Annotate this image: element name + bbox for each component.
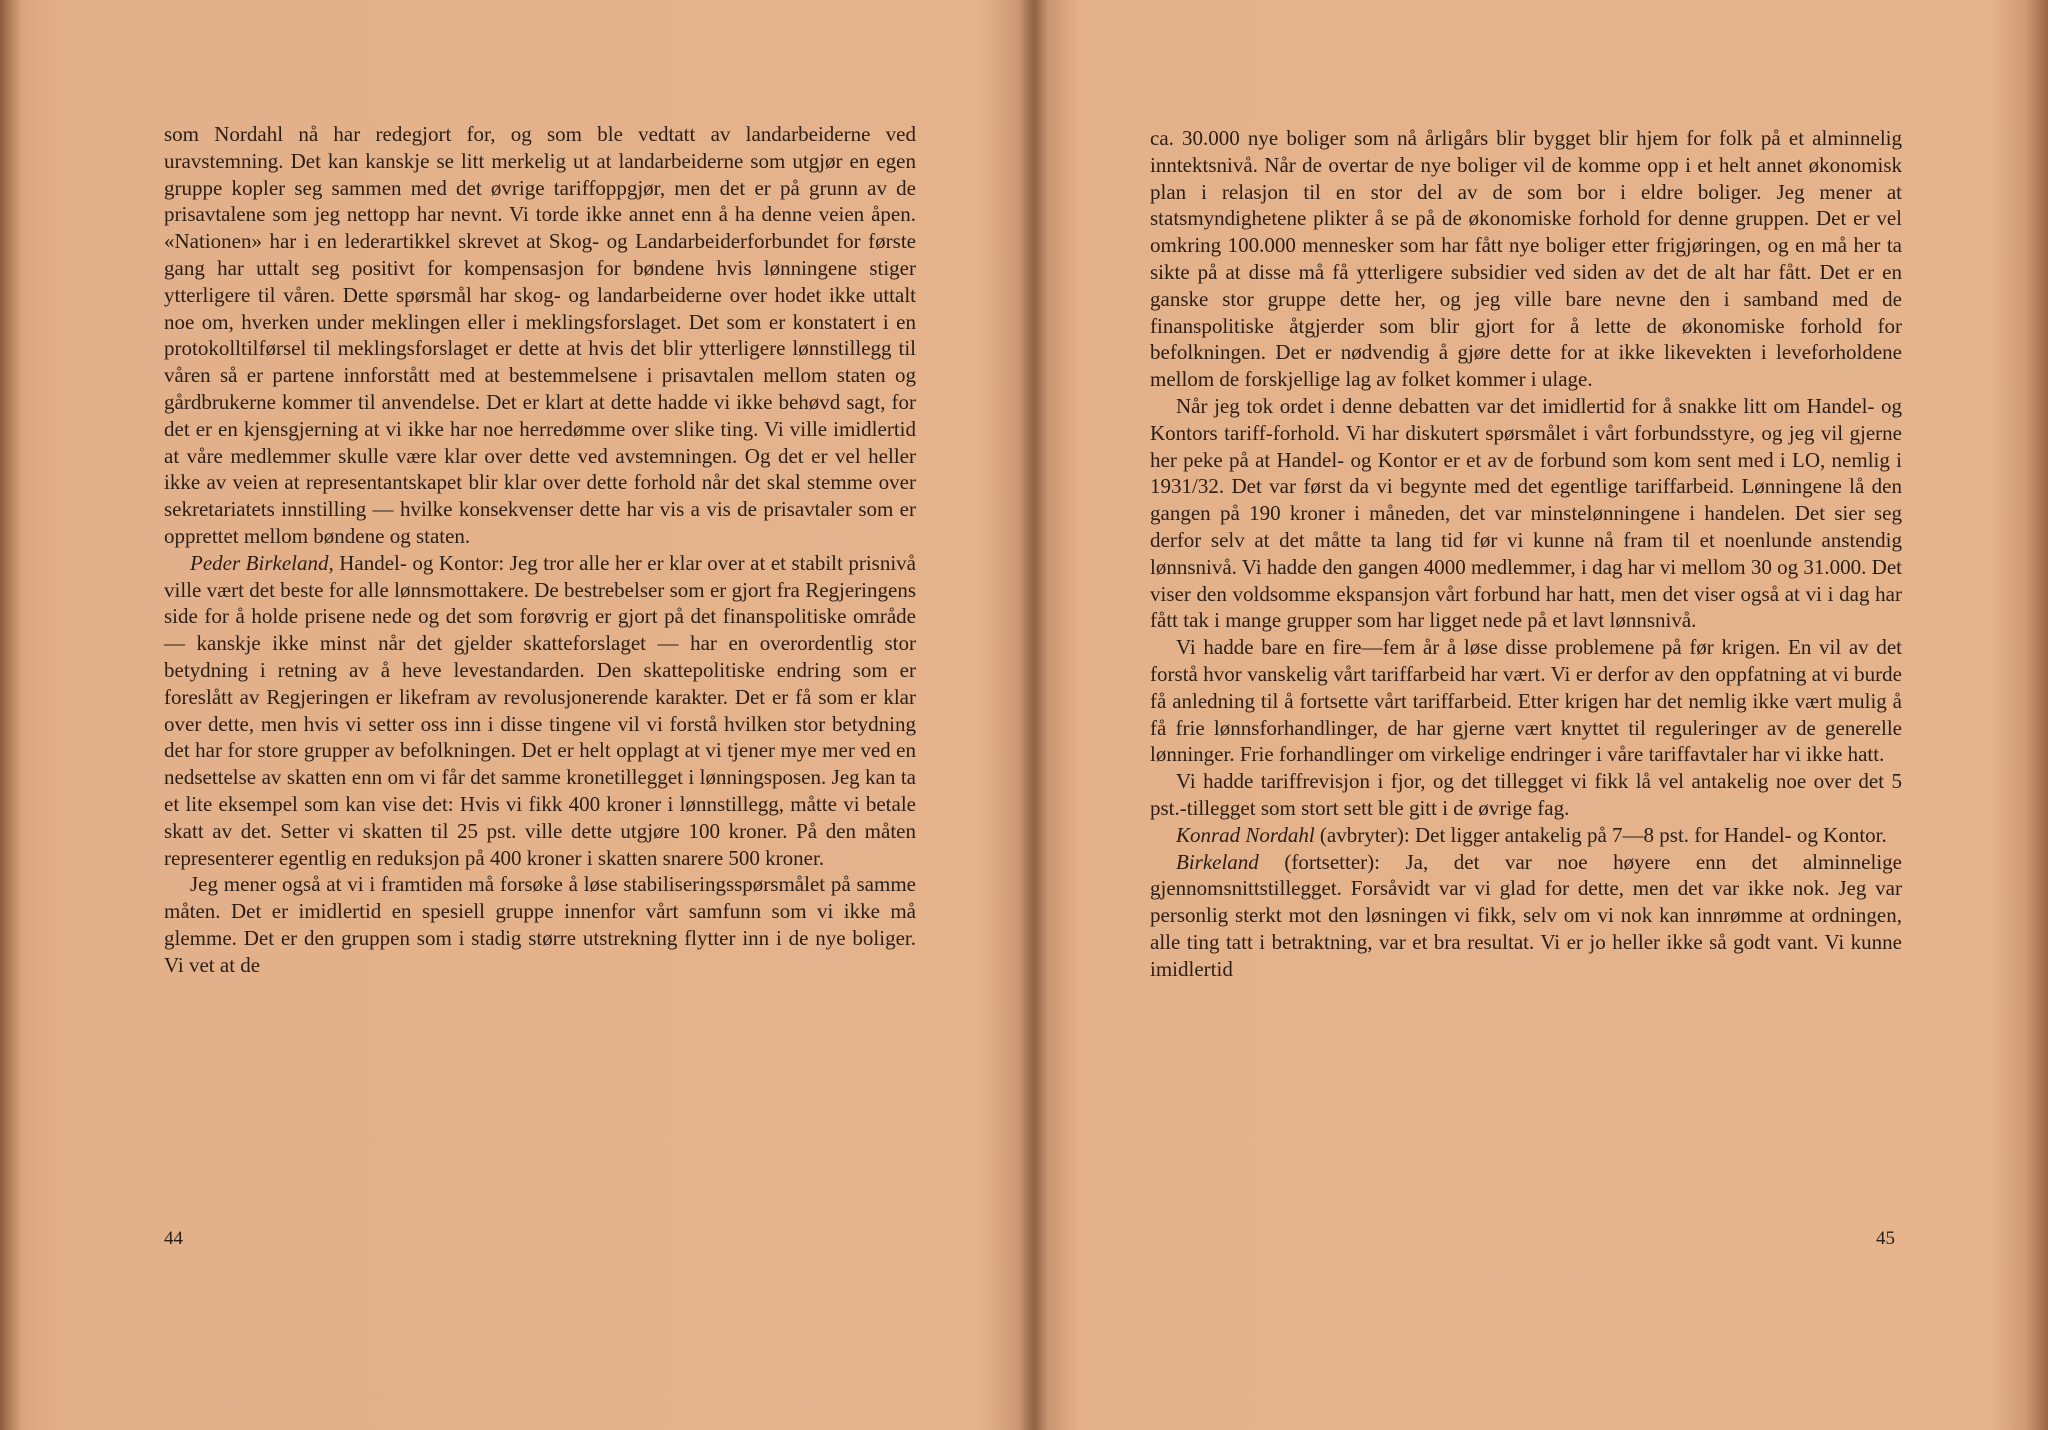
speech-text: Handel- og Kontor: Jeg tror alle her er klar over at et stabilt prisnivå ville vært det beste for alle lønnsmottakere. De bestrebelser som er gjort fra Regjeringens side for å holde prisene nede og det som forøvrig er gjort på det finanspolitiske område — kanskje ikke minst når det gjelder skatteforslaget — har en overordentlig stor betydning i retning av å heve levestandarden. Den skattepolitiske endring som er foreslått av Regjeringen er likefram av revolusjonerende karakter. Det er få som er klar over dette, men hvis vi setter oss inn i disse tingene vil vi forstå hvilken stor betydning det har for store grupper av befolkningen. Det er helt opplagt at vi tjener mye mer ved en nedsettelse av skatten enn om vi får det samme kronetillegget i lønningsposen. Jeg kan ta et lite eksempel som kan vise det: Hvis vi fikk 400 kroner i lønnstillegg, måtte vi betale skatt av det. Setter vi skatten til 25 pst. ville dette utgjøre 100 kroner. På den måten representerer egentlig en reduksjon på 400 kroner i skatten snarere 500 kroner. <box>164 550 917 870</box>
paragraph: Vi hadde bare en fire—fem år å løse disse problemene på før krigen. En vil av det forstå hvor vanskelig vårt tariffarbeid har vært. Vi er derfor av den oppfatning at vi burde få anledning til å fortsette vårt tariffarbeid. Etter krigen har det nemlig ikke vært mulig å få frie lønnsforhandlinger, de har gjerne vært knyttet til reguleringer av de generelle lønninger. Frie forhandlinger om virkelige endringer i våre tariffavtaler har vi ikke hatt. <box>1150 635 1902 767</box>
speech-text: (avbryter): Det ligger antakelig på 7—8 pst. for Handel- og Kontor. <box>1314 822 1887 847</box>
page-number: 44 <box>164 1228 183 1249</box>
right-page-text <box>1150 125 1902 983</box>
paragraph: Vi hadde tariffrevisjon i fjor, og det tillegget vi fikk lå vel antakelig noe over det 5 pst.-tillegget som stort sett ble gitt i de øvrige fag. <box>1150 769 1902 820</box>
speaker-name: Konrad Nordahl <box>1176 822 1315 847</box>
left-page-text <box>164 121 916 979</box>
paragraph-birkeland <box>164 550 916 872</box>
paragraph-reply <box>1150 849 1902 983</box>
speaker-name: Peder Birkeland, <box>190 550 334 575</box>
paragraph: Når jeg tok ordet i denne debatten var det imidlertid for å snakke litt om Handel- og Kontors tariff-forhold. Vi har diskutert spørsmålet i vårt forbundsstyre, og jeg vil gjerne her peke på at Handel- og Kontor er et av de forbund som kom sent med i LO, nemlig i 1931/32. Det var først da vi begynte med det egentlige tariffarbeid. Lønningene lå den gangen på 190 kroner i måneden, det var minstelønningene i handelen. Det sier seg derfor selv at det måtte ta lang tid før vi kunne nå fram til et noenlunde anstendig lønnsnivå. Vi hadde den gangen 4000 medlemmer, i dag har vi mellom 30 og 31.000. Det viser den voldsomme ekspansjon vårt forbund har hatt, men det viser også at vi i dag har fått tak i mange grupper som har ligget nede på et lavt lønnsnivå. <box>1150 393 1902 633</box>
speaker-name: Birkeland <box>1176 849 1259 874</box>
right-page <box>1032 0 2048 1430</box>
speech-text: (fortsetter): Ja, det var noe høyere enn det alminnelige gjennomsnittstillegget. Forsåvidt var vi glad for dette, men det var ikke nok. Jeg var personlig sterkt mot den løsningen vi fikk, selv om vi nok kan innrømme at ordningen, alle ting tatt i betraktning, var et bra resultat. Vi er jo heller ikke så godt vant. Vi kunne imidlertid <box>1150 849 1902 981</box>
paragraph: som Nordahl nå har redegjort for, og som ble vedtatt av landarbeiderne ved uravstemning. Det kan kanskje se litt merkelig ut at landarbeiderne som utgjør en egen gruppe kopler seg sammen med det øvrige tariffoppgjør, men det er på grunn av de prisavtalene som jeg nettopp har nevnt. Vi torde ikke annet enn å ha denne veien åpen. «Nationen» har i en lederartikkel skrevet at Skog- og Landarbeiderforbundet for første gang har uttalt seg positivt for kompensasjon for bøndene hvis lønningene stiger ytterligere til våren. Dette spørsmål har skog- og landarbeiderne over hodet ikke uttalt noe om, hverken under meklingen eller i meklingsforslaget. Det som er konstatert i en protokolltilførsel til meklingsforslaget er dette at hvis det blir ytterligere lønnstillegg til våren så er partene innforstått med at bestemmelsene i prisavtalen mellom staten og gårdbrukerne kommer til anvendelse. Det er klart at dette hadde vi ikke behøvd sagt, for det er en kjensgjerning at vi ikke har noe herredømme over slike ting. Vi ville imidlertid at våre medlemmer skulle være klar over dette ved avstemningen. Og det er vel heller ikke av veien at representantskapet blir klar over dette forhold når det skal stemme over sekretariatets innstilling — hvilke konsekvenser dette har vis a vis de prisavtaler som er opprettet mellom bøndene og staten. <box>164 122 916 548</box>
page-number: 45 <box>1876 1228 1895 1249</box>
paragraph: ca. 30.000 nye boliger som nå årligårs blir bygget blir hjem for folk på et alminnelig inntektsnivå. Når de overtar de nye boliger vil de komme opp i et helt annet økonomisk plan i relasjon til en stor del av de som bor i eldre boliger. Jeg mener at statsmyndighetene plikter å se på de økonomiske forhold for denne gruppen. Det er vel omkring 100.000 mennesker som har fått nye boliger etter frigjøringen, og en må her ta sikte på at disse må få ytterligere subsidier ved siden av det de alt har fått. Det er en ganske stor gruppe dette her, og jeg ville bare nevne den i samband med de finanspolitiske åtgjerder som blir gjort for å lette de økonomiske forhold for befolkningen. Det er nødvendig å gjøre dette for at ikke likevekten i leveforholdene mellom de forskjellige lag av folket kommer i ulage. <box>1150 126 1902 392</box>
paragraph: Jeg mener også at vi i framtiden må forsøke å løse stabiliseringsspørsmålet på samme måten. Det er imidlertid en spesiell gruppe innenfor vårt samfunn som vi ikke må glemme. Det er den gruppen som i stadig større utstrekning flytter inn i de nye boliger. Vi vet at de <box>164 872 916 977</box>
paragraph-interjection <box>1150 822 1902 849</box>
